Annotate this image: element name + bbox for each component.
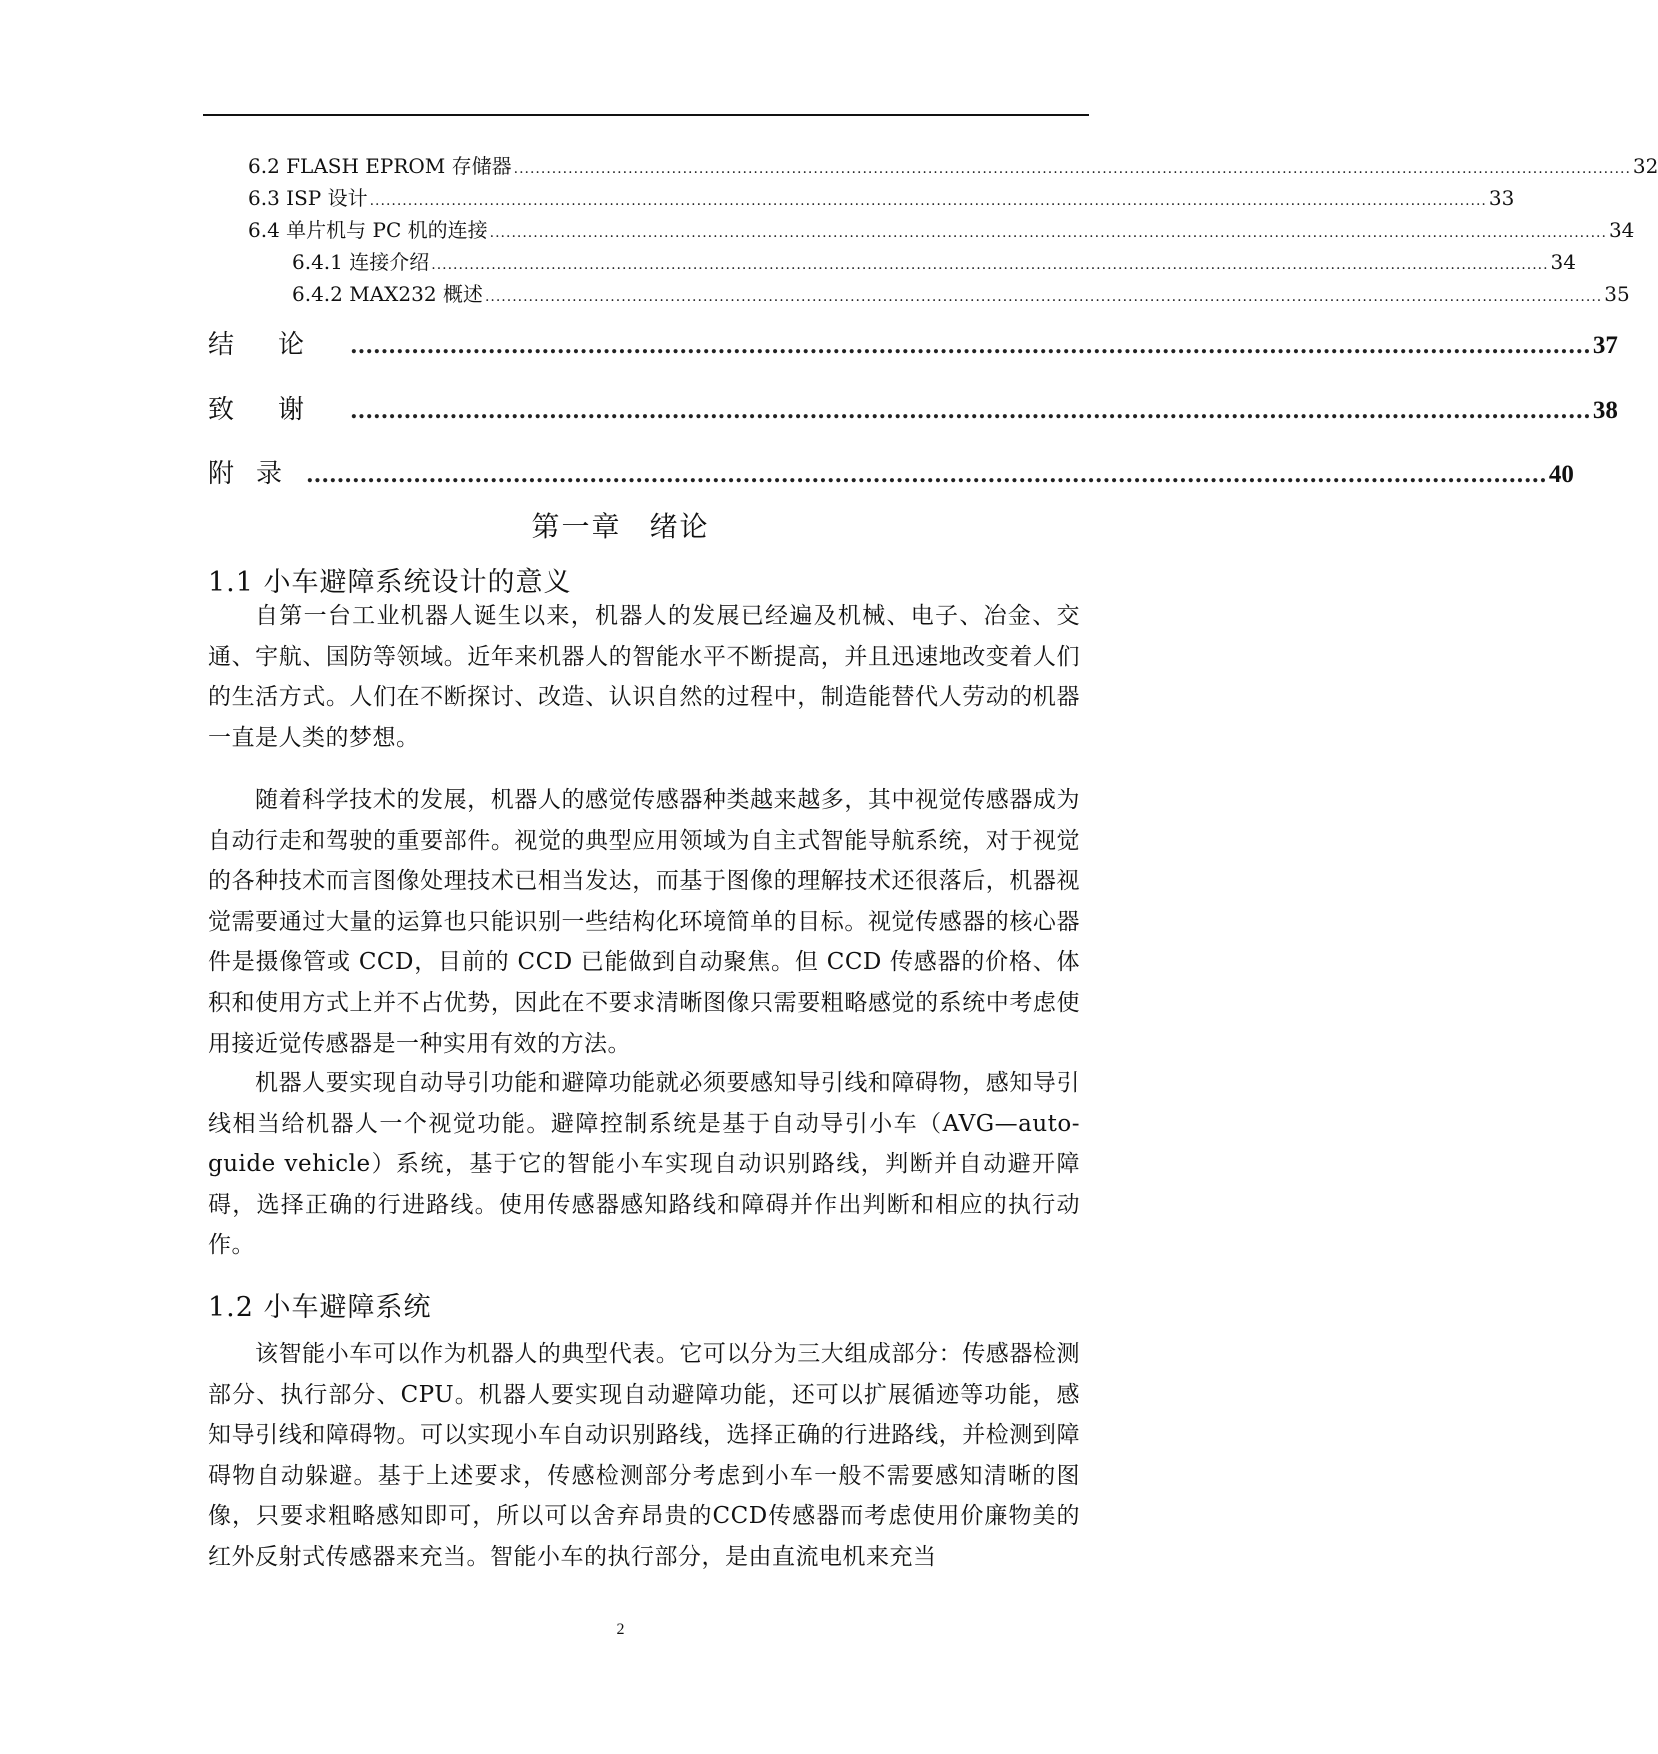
chapter-number: 第一章	[531, 510, 622, 543]
toc-entry-page: 34	[1608, 218, 1635, 242]
header-rule	[203, 114, 1089, 116]
toc-entry-page: 34	[1550, 250, 1576, 274]
paragraph: 机器人要实现自动导引功能和避障功能就必须要感知导引线和障碍物，感知导引线相当给机器人一个视觉功能。避障控制系统是基于自动导引小车（AVG—auto-guide vehicle）系统，基于它的智能小车实现自动识别路线，判断并自动避开障碍，选择正确的行进路线。使用传感器感知路线和障碍并作出判断和相应的执行动作。	[208, 1070, 1080, 1259]
toc-entry-page: 40	[1548, 461, 1574, 488]
toc-entry-page: 35	[1604, 282, 1630, 306]
toc-leader-dots: ..................................................................................................................................................................	[306, 462, 1547, 488]
toc-entry[interactable]	[208, 324, 1618, 361]
page-number: 2	[616, 1621, 625, 1638]
toc-entry[interactable]	[248, 150, 1658, 179]
toc-leader-dots: .............................................................................................................................................................................................................	[484, 289, 1603, 305]
paragraph: 该智能小车可以作为机器人的典型代表。它可以分为三大组成部分：传感器检测部分、执行部分、CPU。机器人要实现自动避障功能，还可以扩展循迹等功能，感知导引线和障碍物。可以实现小车自动识别路线，选择正确的行进路线，并检测到障碍物自动躲避。基于上述要求，传感检测部分考虑到小车一般不需要感知清晰的图像，只要求粗略感知即可，所以可以舍弃昂贵的CCD传感器而考虑使用价廉物美的红外反射式传感器来充当。智能小车的执行部分，是由直流电机来充当	[208, 1341, 1080, 1570]
toc-entry-title: 6.3 ISP 设计	[248, 186, 368, 210]
toc-leader-dots: .............................................................................................................................................................................................................	[489, 225, 1607, 241]
toc-entry-title: 致谢	[208, 395, 349, 425]
toc-entry[interactable]	[248, 182, 1515, 211]
toc-leader-dots: ..................................................................................................................................................................	[350, 398, 1591, 424]
toc-leader-dots: .............................................................................................................................................................................................................	[431, 257, 1549, 273]
section-heading: 1.1 小车避障系统设计的意义	[208, 567, 572, 598]
chapter-heading	[0, 505, 1241, 545]
toc-entry-title: 附录	[208, 459, 305, 489]
toc-entry-title: 6.4.1 连接介绍	[292, 250, 430, 274]
toc-leader-dots: .............................................................................................................................................................................................................	[369, 193, 1487, 209]
toc-entry-title: 6.4.2 MAX232 概述	[292, 282, 483, 306]
toc-leader-dots: ..................................................................................................................................................................	[350, 333, 1591, 359]
chapter-title: 绪论	[649, 510, 710, 543]
toc-entry[interactable]	[208, 389, 1618, 426]
toc-entry[interactable]	[292, 278, 1630, 307]
toc-entry-page: 32	[1632, 154, 1658, 178]
toc-entry-title: 6.2 FLASH EPROM 存储器	[248, 154, 512, 178]
toc-entry-page: 33	[1488, 186, 1515, 210]
toc-entry[interactable]	[208, 453, 1574, 490]
section-heading: 1.2 小车避障系统	[208, 1292, 432, 1323]
toc-entry-page: 37	[1592, 332, 1618, 359]
toc-entry-title: 结论	[208, 330, 349, 360]
toc-entry-title: 6.4 单片机与 PC 机的连接	[248, 218, 488, 242]
paragraph: 自第一台工业机器人诞生以来，机器人的发展已经遍及机械、电子、冶金、交通、宇航、国防等领域。近年来机器人的智能水平不断提高，并且迅速地改变着人们的生活方式。人们在不断探讨、改造、认识自然的过程中，制造能替代人劳动的机器一直是人类的梦想。	[208, 603, 1080, 751]
paragraph: 随着科学技术的发展，机器人的感觉传感器种类越来越多，其中视觉传感器成为自动行走和驾驶的重要部件。视觉的典型应用领域为自主式智能导航系统，对于视觉的各种技术而言图像处理技术已相当发达，而基于图像的理解技术还很落后，机器视觉需要通过大量的运算也只能识别一些结构化环境简单的目标。视觉传感器的核心器件是摄像管或 CCD，目前的 CCD 已能做到自动聚焦。但 CCD 传感器的价格、体积和使用方式上并不占优势，因此在不要求清晰图像只需要粗略感觉的系统中考虑使用接近觉传感器是一种实用有效的方法。	[208, 787, 1080, 1057]
toc-leader-dots: .............................................................................................................................................................................................................	[513, 161, 1631, 177]
toc-entry[interactable]	[292, 246, 1576, 275]
toc-entry-page: 38	[1592, 397, 1618, 424]
toc-entry[interactable]	[248, 214, 1635, 243]
